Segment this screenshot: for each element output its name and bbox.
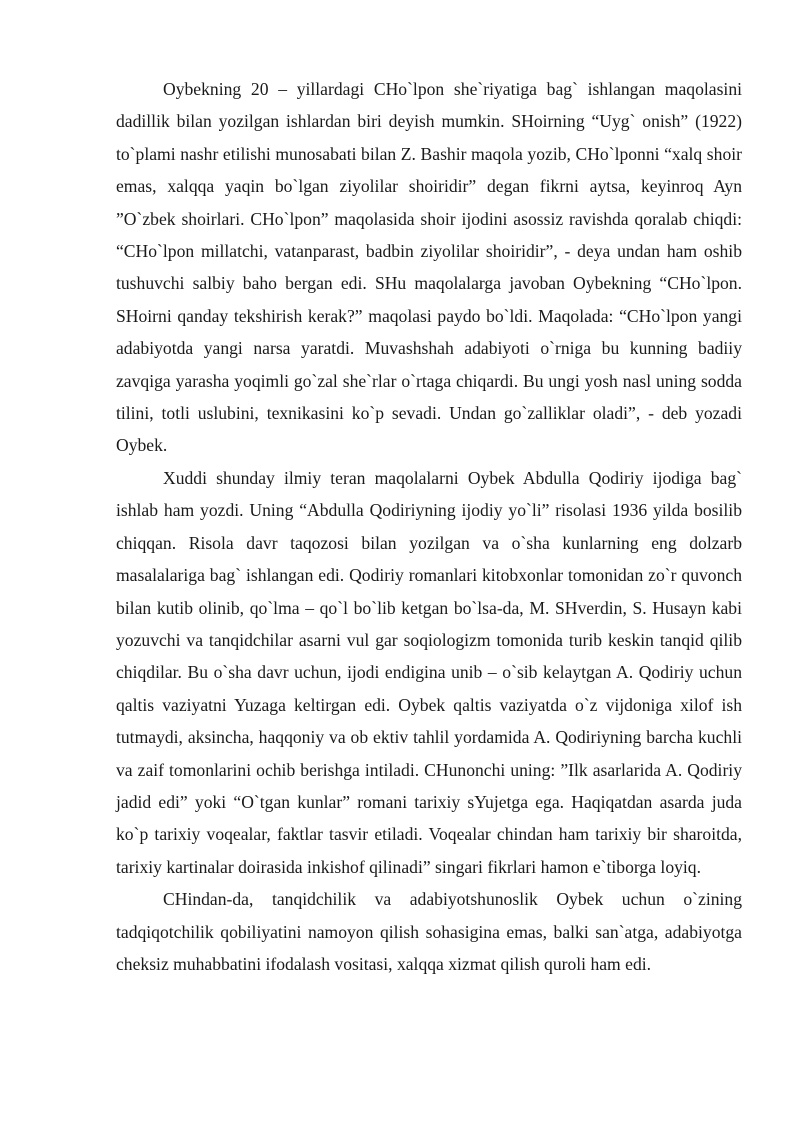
paragraph-1: Oybekning 20 – yillardagi CHo`lpon she`riyatiga bag` ishlangan maqolasini dadillik bilan yozilgan ishlardan biri deyish mumkin. SHoirning “Uyg` onish” (1922) to`plami nashr etilishi munosabati bilan Z. Bashir maqola yozib, CHo`lponni “xalq shoir emas, xalqqa yaqin bo`lgan ziyolilar shoiridir” degan fikrni aytsa, keyinroq Ayn ”O`zbek shoirlari. CHo`lpon” maqolasida shoir ijodini asossiz ravishda qoralab chiqdi: “CHo`lpon millatchi, vatanparast, badbin ziyolilar shoiridir”, - deya undan ham oshib tushuvchi salbiy baho bergan edi. SHu maqolalarga javoban Oybekning “CHo`lpon. SHoirni qanday tekshirish kerak?” maqolasi paydo bo`ldi. Maqolada: “CHo`lpon yangi adabiyotda yangi narsa yaratdi. Muvashshah adabiyoti o`rniga bu kunning badiiy zavqiga yarasha yoqimli go`zal she`rlar o`rtaga chiqardi. Bu ungi yosh nasl uning sodda tilini, totli uslubini, texnikasini ko`p sevadi. Undan go`zalliklar oladi”, - deb yozadi Oybek. bbox=[116, 79, 742, 456]
body-text bbox=[116, 73, 742, 980]
paragraph-3: CHindan-da, tanqidchilik va adabiyotshunoslik Oybek uchun o`zining tadqiqotchilik qobiliyatini namoyon qilish sohasigina emas, balki san`atga, adabiyotga cheksiz muhabbatini ifodalash vositasi, xalqqa xizmat qilish quroli ham edi. bbox=[116, 889, 742, 974]
paragraph-2: Xuddi shunday ilmiy teran maqolalarni Oybek Abdulla Qodiriy ijodiga bag` ishlab ham yozdi. Uning “Abdulla Qodiriyning ijodiy yo`li” risolasi 1936 yilda bosilib chiqqan. Risola davr taqozosi bilan yozilgan va o`sha kunlarning eng dolzarb masalalariga bag` ishlangan edi. Qodiriy romanlari kitobxonlar tomonidan zo`r quvonch bilan kutib olinib, qo`lma – qo`l bo`lib ketgan bo`lsa-da, M. SHverdin, S. Husayn kabi yozuvchi va tanqidchilar asarni vul gar soqiologizm tomonida turib keskin tanqid qilib chiqdilar. Bu o`sha davr uchun, ijodi endigina unib – o`sib kelaytgan A. Qodiriy uchun qaltis vaziyatni Yuzaga keltirgan edi. Oybek qaltis vaziyatda o`z vijdoniga xilof ish tutmaydi, aksincha, haqqoniy va ob ektiv tahlil yordamida A. Qodiriyning barcha kuchli va zaif tomonlarini ochib berishga intiladi. CHunonchi uning: ”Ilk asarlarida A. Qodiriy jadid edi” yoki “O`tgan kunlar” romani tarixiy sYujetga ega. Haqiqatdan asarda juda ko`p tarixiy voqealar, faktlar tasvir etiladi. Voqealar chindan ham tarixiy bir sharoitda, tarixiy kartinalar doirasida inkishof qilinadi” singari fikrlari hamon e`tiborga loyiq. bbox=[116, 467, 742, 877]
